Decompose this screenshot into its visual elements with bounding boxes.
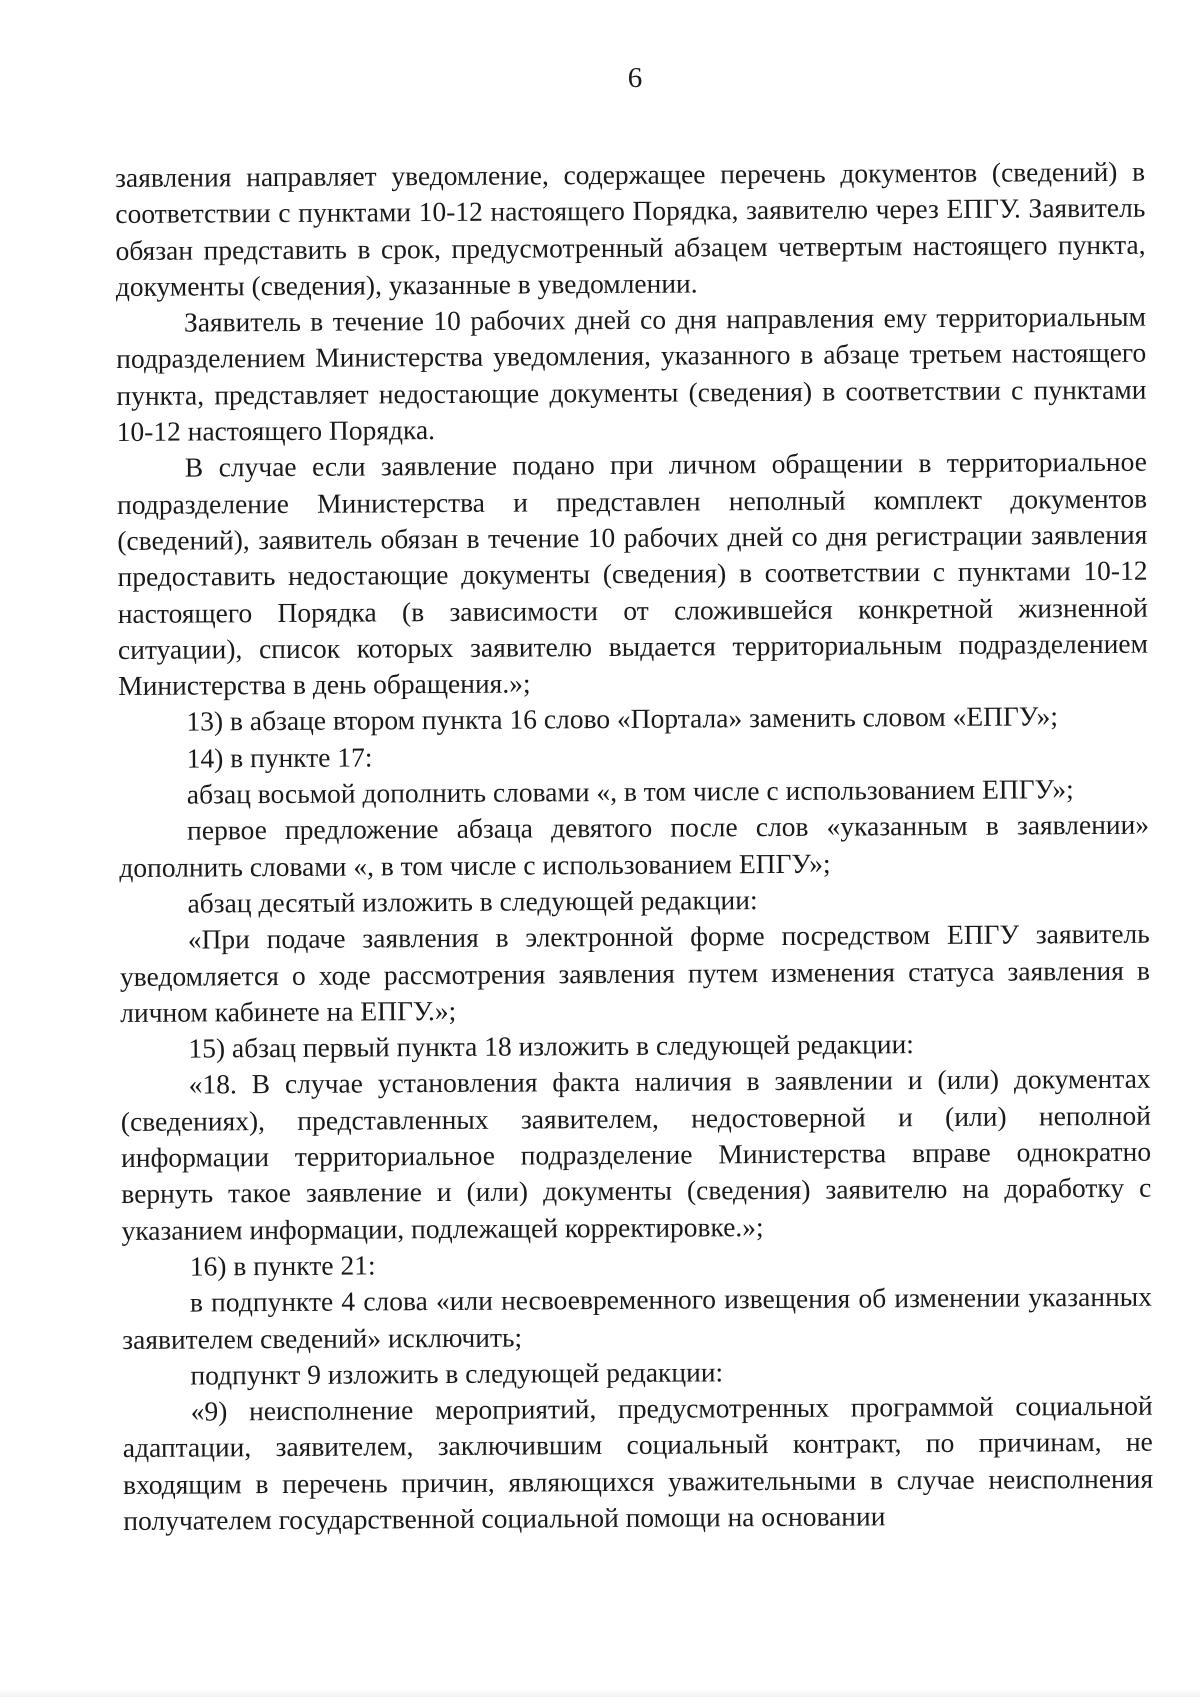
scan-edge bbox=[0, 1689, 1200, 1697]
item-15-new-text: «18. В случае установления факта наличия в заявлении и (или) документах (сведениях), представленных заявителем, недостоверной и (или) неполной информации территориальное подразделение Министерства вправе однократно вернуть такое заявление и (или) документы (сведения) заявителю на доработку с указанием информации, подлежащей корректировке.»; bbox=[120, 1063, 1152, 1246]
item-14: 14) в пункте 17: bbox=[186, 741, 373, 774]
item-14-paragraph-8: абзац восьмой дополнить словами «, в том числе с использованием ЕПГУ»; bbox=[186, 773, 1074, 810]
paragraph-personal-visit: В случае если заявление подано при личном обращении в территориальное подразделение Министерства и представлен неполный комплект документов (сведений), заявитель обязан в течение 10 рабочих дней со дня регистрации заявления предоставить недостающие документы (сведения) в соответствии с пунктами 10-12 настоящего Порядка (в зависимости от сложившейся конкретной жизненной ситуации), список которых заявителю выдается территориальным подразделением Министерства в день обращения.»; bbox=[117, 446, 1149, 702]
item-16: 16) в пункте 21: bbox=[189, 1249, 376, 1282]
paragraph-applicant-deadline: Заявитель в течение 10 рабочих дней со дня направления ему территориальным подразделением Министерства уведомления, указанного в абзаце третьем настоящего пункта, представляет недостающие документы (сведения) в соответствии с пунктами 10-12 настоящего Порядка. bbox=[116, 300, 1147, 448]
page-number: 6 bbox=[627, 62, 643, 94]
item-14-new-text: «При подаче заявления в электронной форме посредством ЕПГУ заявитель уведомляется о ходе рассмотрения заявления путем изменения статуса заявления в личном кабинете на ЕПГУ.»; bbox=[119, 917, 1151, 1028]
item-13: 13) в абзаце втором пункта 16 слово «Портала» заменить словом «ЕПГУ»; bbox=[186, 700, 1059, 738]
item-14-paragraph-10: абзац десятый изложить в следующей редакции: bbox=[187, 884, 758, 919]
item-15: 15) абзац первый пункта 18 изложить в следующей редакции: bbox=[188, 1028, 914, 1064]
item-16-subitem-9: подпункт 9 изложить в следующей редакции: bbox=[190, 1356, 724, 1391]
item-14-paragraph-9: первое предложение абзаца девятого после слов «указанным в заявлении» дополнить словами «, в том числе с использованием ЕПГУ»; bbox=[119, 809, 1150, 883]
item-16-subitem-4: в подпункте 4 слова «или несвоевременного извещения об изменении указанных заявителем сведений» исключить; bbox=[122, 1280, 1153, 1355]
paragraph-continuation: заявления направляет уведомление, содержащее перечень документов (сведений) в соответствии с пунктами 10-12 настоящего Порядка, заявителю через ЕПГУ. Заявитель обязан представить в срок, предусмотренный абзацем четвертым настоящего пункта, документы (сведения), указанные в уведомлении. bbox=[115, 155, 1146, 302]
item-16-subitem-9-new-text: «9) неисполнение мероприятий, предусмотренных программой социальной адаптации, заявителем, заключившим социальный контракт, по причинам, не входящим в перечень причин, являющихся уважительными в случае неисполнения получателем государственной социальной помощи на основании bbox=[122, 1389, 1154, 1536]
document-body bbox=[115, 154, 1153, 1540]
